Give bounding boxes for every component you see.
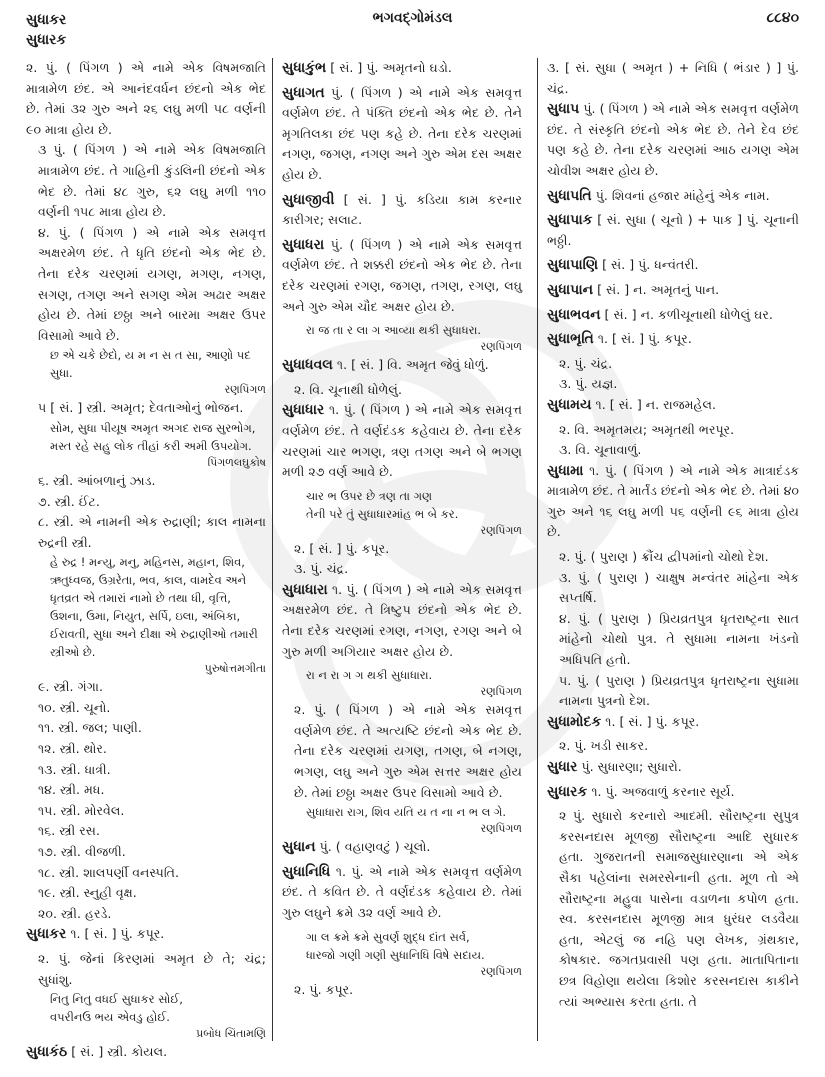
citation-source: પિંગળલઘુકોષ: [207, 455, 266, 469]
entry-headword: સુધાપાક: [547, 212, 593, 229]
page-header: [0, 6, 825, 56]
entry-definition: [ સં. ] પું. અમૃતનો ઘડો.: [330, 60, 452, 75]
entry-definition: પું. શિવનાં હજાર માંહેનું એક નામ.: [595, 187, 770, 203]
verse-quote-line: તેની પરે તું સુધાધારમાંહ ભ બે કર.: [306, 506, 459, 521]
verse-quote-line: મસ્ત રહે સહુ લોક તીહાં કરી અમી ઉપયોગ.: [50, 438, 252, 453]
dictionary-entry: [282, 580, 522, 662]
entry-headword: સુધામય: [547, 396, 592, 413]
entry-definition: ૧. [ સં. ] પું. કપૂર.: [597, 331, 692, 347]
entry-definition: ૧. પું. એ નામે એક સમવૃત્ત વર્ણમેળ છંદ. તે કવિત છે. તે વર્ણદંડક કહેવાય છે. તેમાં ગુરુ લઘુને ક્રમે ૩૨ વર્ણ આવે છે.: [282, 863, 522, 920]
dictionary-entry: [547, 782, 799, 803]
sense-definition: ૨૦. સ્ત્રી. હરડે.: [38, 905, 112, 921]
dictionary-entry: [547, 329, 799, 350]
dictionary-entry: [282, 400, 522, 482]
sense-definition: ૩. પું. યજ્ઞ.: [559, 376, 618, 392]
entry-headword: સુધાપતિ: [547, 187, 592, 204]
citation-source: પુરુષોત્તમગીતા: [204, 662, 266, 676]
verse-quote-line: છ એ ચકે છેદો, ય મ ન સ ત સા, આણો પદ સુધા.: [50, 348, 251, 381]
entry-headword: સુધાધવલ: [282, 357, 333, 374]
sense-definition: ૨. પું. ( પિંગળ ) એ નામે એક સમવૃત્ત વર્ણમેળ છંદ. તે અત્યષ્ટિ છંદનો એક ભેદ છે. તેના દરેક ચરણમાં યગણ, તગણ, બે નગણ, ભગણ, લઘુ અને ગુરુ એમ સત્તર અક્ષર હોય છે. તેમાં છઠ્ઠા અક્ષર ઉપર વિસામો આવે છે.: [294, 702, 522, 800]
sense-definition: ૨. [ સં. ] પું. કપૂર.: [294, 540, 390, 556]
entry-definition: ૧. [ સં. ] વિ. અમૃત જેવું ધોળું.: [336, 357, 489, 373]
dictionary-entry: [547, 395, 799, 416]
sense-definition: ૧૩. સ્ત્રી. ધાત્રી.: [38, 761, 111, 777]
sense-definition: ૨. પું. જેનાં કિરણમાં અમૃત છે તે; ચંદ્ર; સુધાંશુ.: [38, 951, 266, 987]
entry-headword: સુધામોદક: [547, 713, 602, 730]
column-1: [26, 58, 266, 1061]
entry-headword: સુધાપ: [547, 101, 580, 118]
sense-definition: ૧૧. સ્ત્રી. જલ; પાણી.: [38, 720, 142, 736]
verse-quote-line: ચાર ભ ઉપર છે ત્રણ તા ગણ: [306, 488, 433, 503]
guide-word-last: સુધારક: [26, 32, 67, 48]
citation-source: રણપિંગળ: [224, 383, 266, 397]
sense-definition: ૯. સ્ત્રી. ગંગા.: [38, 679, 103, 695]
entry-headword: સુધાનિધિ: [282, 863, 331, 880]
entry-headword: સુધાધરા: [282, 236, 325, 253]
entry-definition: [ સં. ] ન. અમૃતનું પાન.: [597, 281, 720, 297]
entry-definition: ૧. [ સં. ] પું. કપૂર.: [70, 926, 165, 942]
dictionary-entry: [26, 924, 266, 945]
citation-source: રણપિંગળ: [480, 685, 522, 699]
dictionary-entry: [547, 712, 799, 733]
entry-headword: સુધાપાણિ: [547, 257, 599, 274]
sense-definition: ૧૨. સ્ત્રી. થોર.: [38, 741, 107, 757]
citation-source: પ્રબોધ ચિંતામણિ: [196, 1027, 266, 1041]
verse-quote-line: રા જ તા ર લા ગ આવ્યા થકી સુધાધરા.: [306, 323, 482, 338]
citation-source: રણપિંગળ: [480, 340, 522, 354]
entry-definition: [ સં. સુધા ( ચૂનો ) + પાક ] પું. ચૂનાની ભઠ્ઠી.: [547, 212, 799, 248]
entry-headword: સુધાકર: [26, 926, 67, 943]
entry-headword: સુધાકંઠ: [26, 1044, 68, 1061]
column-2: [282, 58, 522, 1037]
entry-headword: સુધાજીવી: [282, 191, 335, 208]
sense-definition: ૨. પું. ખડી સાકર.: [559, 738, 649, 754]
verse-quote-line: વપરીનઉ ભય એવડુ હોઈ.: [50, 1010, 170, 1025]
citation-source: રણપિંગળ: [480, 523, 522, 537]
sense-definition: ૫. પું. ( પુરાણ ) પ્રિયવ્રતપુત્ર ધૃતરાષ્ટ્રના સુધામા નામના પુત્રનો દેશ.: [559, 672, 799, 709]
verse-quote-line: ગા લ ક્રમે ક્રમે સુવર્ણ શુદ્ધ દાંત સર્વ,: [306, 929, 470, 944]
sense-definition: ૨. વિ. અમૃતમય; અમૃતથી ભરપૂર.: [559, 421, 735, 437]
sense-definition: ૧૬. સ્ત્રી રસ.: [38, 823, 100, 839]
dictionary-entry: [547, 255, 799, 276]
entry-definition: ૧. પું. ( પિંગળ ) એ નામે એક સમવૃત્ત અક્ષરમેળ છંદ. તે ત્રિષ્ટુપ છંદનો એક ભેદ છે. તેના દરેક ચરણમાં રગણ, નગણ, રગણ અને બે ગુરુ મળી અગિયાર અક્ષર હોય છે.: [282, 581, 522, 659]
entry-definition: ૧. પું. ( પિંગળ ) એ નામે એક માત્રાદંડક માત્રામેળ છંદ. તે માર્તંડ છંદનો એક ભેદ છે. તેમાં ૪૦ ગુરુ અને ૧૬ લઘુ મળી ૫૬ વર્ણની ૯૬ માત્રા હોય છે.: [547, 462, 799, 540]
dictionary-entry: [282, 83, 522, 186]
entry-definition: [ સં. ] ન. કળીચૂનાથી ધોળેલું ઘર.: [604, 306, 773, 322]
sense-definition: ૧૭. સ્ત્રી. વીજળી.: [38, 844, 126, 860]
entry-definition: પું. ( પિંગળ ) એ નામે એક સમવૃત્ત વર્ણમેળ છંદ. તે સંસ્કૃતિ છંદનો એક ભેદ છે. તેને દેવ છંદ પણ કહે છે. તેના દરેક ચરણમાં આઠ યગણ એમ ચોવીશ અક્ષર હોય છે.: [547, 101, 799, 178]
dictionary-entry: [282, 58, 522, 79]
sense-definition: ૩. વિ. ચૂનાવાળું.: [559, 442, 642, 458]
dictionary-entry: [547, 757, 799, 778]
citation-source: રણપિંગળ: [480, 822, 522, 836]
entry-definition: ૧. પું. અજવાળું કરનાર સૂર્ય.: [591, 783, 735, 799]
sense-definition: ૧૫. સ્ત્રી. મોરવેલ.: [38, 802, 125, 818]
verse-quote-line: નિતુ નિતુ વધઈ સુધાકર સોઈ,: [50, 992, 183, 1007]
entry-definition: પું. ( પિંગળ ) એ નામે એક સમવૃત્ત વર્ણમેળ છંદ. તે પંક્તિ છંદનો એક ભેદ છે. તેને મૃગતિલકા છંદ પણ કહે છે. તેના દરેક ચરણમાં નગણ, જગણ, નગણ અને ગુરુ એમ દસ અક્ષર હોય છે.: [282, 84, 522, 182]
column-divider: [272, 58, 273, 1041]
sense-definition: ૧૮. સ્ત્રી. શાલપર્ણી વનસ્પતિ.: [38, 864, 180, 880]
entry-headword: સુધામા: [547, 462, 584, 479]
dictionary-entry: [547, 186, 799, 207]
entry-definition: [ સં. ] પું. કડિયા કામ કરનાર કારીગર; સલાટ.: [282, 191, 522, 228]
entry-definition: પું. ( વહાણવટું ) ચૂલો.: [319, 839, 431, 855]
sense-definition: ૫ [ સં. ] સ્ત્રી. અમૃત; દેવતાઓનું ભોજન.: [38, 400, 244, 416]
sense-definition: ૨. પું. ( પિંગળ ) એ નામે એક વિષમજાતિ માત્રામેળ છંદ. એ આનંદવર્ધન છંદનો એક ભેદ છે. તેમાં ૩૨ ગુરુ અને ૨૬ લઘુ મળી ૫૮ વર્ણની ૯૦ માત્રા હોય છે.: [26, 60, 266, 137]
dictionary-entry: [547, 99, 799, 181]
entry-headword: સુધાગત: [282, 84, 325, 101]
sense-definition: ૧૪. સ્ત્રી. મધ.: [38, 782, 105, 798]
sense-definition: ૩. પું. ચંદ્ર.: [294, 561, 349, 577]
sense-definition: ૨. વિ. ચૂનાથી ધોળેલું.: [294, 381, 402, 397]
sense-definition: ૭. સ્ત્રી. ઈંટ.: [38, 493, 100, 509]
sense-definition: ૨. પું. ( પુરાણ ) ક્રૌંચ દ્વીપમાંનો ચોથો દેશ.: [559, 549, 769, 565]
entry-headword: સુધાભવન: [547, 306, 601, 323]
verse-quote-line: ધારજો ગણી ગણી સુધાનિધિ વિષે સદાય.: [306, 947, 485, 962]
entry-definition: ૧. પું. ( પિંગળ ) એ નામે એક સમવૃત્ત વર્ણમેળ છંદ. તે વર્ણદંડક કહેવાય છે. તેના દરેક ચરણમાં ચાર ભગણ, ત્રણ તગણ અને બે ભગણ મળી ૨૭ વર્ણ આવે છે.: [282, 402, 522, 480]
page-number: ૮૮૪૦: [766, 10, 799, 26]
guide-word-first: સુધાકર: [26, 12, 67, 28]
sense-definition: ૩ પું. ( પિંગળ ) એ નામે એક વિષમજાતિ માત્રામેળ છંદ. તે ગાહિની કુંડલિની છંદનો એક ભેદ છે. તેમાં ૪૮ ગુરુ, ૬૨ લઘુ મળી ૧૧૦ વર્ણની ૧૫૮ માત્રા હોય છે.: [38, 142, 266, 220]
sense-definition: ૧૯. સ્ત્રી. સ્નુહી વૃક્ષ.: [38, 885, 137, 901]
sense-definition: ૧૦. સ્ત્રી. ચૂનો.: [38, 699, 111, 715]
entry-headword: સુધાધાર: [282, 402, 325, 419]
entry-headword: સુધારક: [547, 783, 588, 800]
dictionary-entry: [282, 235, 522, 317]
entry-headword: સુધાન: [282, 839, 316, 856]
sense-definition: ૨. પું. ચંદ્ર.: [559, 355, 613, 371]
entry-definition: ૧. [ સં. ] પું. કપૂર.: [605, 713, 700, 729]
citation-source: રણપિંગળ: [480, 964, 522, 978]
verse-quote-line: સુધાધારા રાગ, શિવ યતિ ય ત ના ન ભ લ ગે.: [306, 805, 507, 820]
book-title: ભગવદ્ગોમંડલ: [372, 10, 453, 26]
verse-quote-line: રા ન રા ગ ગ થકી સુધાધારા.: [306, 668, 433, 683]
entry-definition: ૧. [ સં. ] ન. રાજમહેલ.: [595, 396, 717, 412]
entry-headword: સુધાર: [547, 759, 578, 775]
sense-definition: ૨ પું. સુધારો કરનારો આદમી. સૌરાષ્ટ્રના સુપુત્ર કરસનદાસ મૂળજી સૌરાષ્ટ્રના આદિ સુધારક હતા. ગુજરાતની સમાજસુધારણાના એ એક સૈકા પહેલાંના સમરસેનાની હતા. મૂળ તો એ સૌરાષ્ટ્રના મહુવા પાસેના વડાળના કપોળ હતા. સ્વ. કરસનદાસ મૂળજી માત્ર ધુરંધર લડવૈયા હતા, એટલું જ નહિ પણ લેખક, ગ્રંથકાર, કોષકાર. જગતપ્રવાસી પણ હતા. માતાપિતાના છત્ર વિહોણા થયેલા કિશોર કરસનદાસ કાકીને ત્યાં અભ્યાસ કરતા હતા. તે: [559, 808, 799, 1009]
sense-definition: ૪. પું. ( પિંગળ ) એ નામે એક સમવૃત્ત અક્ષરમેળ છંદ. તે ધૃતિ છંદનો એક ભેદ છે. તેના દરેક ચરણમાં યગણ, મગણ, નગણ, સગણ, તગણ અને સગણ એમ અઢાર અક્ષર હોય છે. તેમાં છઠ્ઠા અને બારમા અક્ષર ઉપર વિસામો આવે છે.: [38, 224, 266, 343]
dictionary-entry: [547, 280, 799, 301]
dictionary-entry: [547, 461, 799, 543]
sense-definition: ૩. [ સં. સુધા ( અમૃત ) + નિધિ ( ભંડાર ) ] પું. ચંદ્ર.: [547, 60, 799, 96]
entry-definition: [ સં. ] સ્ત્રી. કોયલ.: [71, 1044, 168, 1060]
dictionary-entry: [547, 210, 799, 251]
sense-definition: ૬. સ્ત્રી. આંબળાનું ઝાડ.: [38, 472, 156, 488]
dictionary-entry: [282, 355, 522, 376]
sense-definition: ૩. પું. ( પુરાણ ) ચાક્ષુષ મન્વંતર માંહેના એક સપ્તર્ષિ.: [559, 569, 799, 606]
sense-definition: ૨. પું. કપૂર.: [294, 981, 354, 997]
entry-definition: પું. સુધારણા; સુધારો.: [581, 759, 682, 774]
sense-definition: ૪. પું. ( પુરાણ ) પ્રિયવ્રતપુત્ર ધૃતરાષ્ટ્રના સાત માંહેનો ચોથો પુત્ર. તે સુધામા નામના ખંડનો અધિપતિ હતો.: [559, 610, 799, 668]
dictionary-entry: [26, 1042, 266, 1063]
entry-headword: સુધાભૃતિ: [547, 331, 594, 348]
entry-headword: સુધાપાન: [547, 281, 594, 298]
entry-headword: સુધાધારા: [282, 581, 328, 598]
entry-headword: સુધાકુંભ: [282, 60, 327, 76]
entry-definition: [ સં. ] પું. ધન્વંતરી.: [602, 257, 699, 273]
column-divider: [537, 58, 538, 1041]
verse-quote-line: સોમ, સુધા પીયૂષ અમૃત અગદ રાજ સુરભોગ,: [50, 420, 256, 435]
dictionary-entry: [282, 190, 522, 231]
dictionary-entry: [547, 305, 799, 326]
dictionary-entry: [282, 837, 522, 858]
verse-quote-line: હે રુદ્ર ! મન્યુ, મનુ, મહિનસ, મહાન, શિવ, ઋતુધ્વજ, ઉગ્રરેતા, ભવ, કાલ, વામદેવ અને ધૃતવ્રત એ તમારાં નામો છે તથા ધી, વૃત્તિ, ઉશના, ઉમા, નિયુત, સર્પિ, ઇલા, અંબિકા, ઈરાવતી, સુધા અને દીક્ષા એ રુદ્રાણીઓ તમારી સ્ત્રીઓ છે.: [50, 555, 258, 660]
dictionary-entry: [282, 862, 522, 924]
column-3: [547, 58, 799, 1037]
entry-definition: પું. ( પિંગળ ) એ નામે એક સમવૃત્ત વર્ણમેળ છંદ. તે શક્કરી છંદનો એક ભેદ છે. તેના દરેક ચરણમાં રગણ, જગણ, તગણ, રગણ, લઘુ અને ગુરુ એમ ચૌદ અક્ષર હોય છે.: [282, 236, 522, 314]
sense-definition: ૮. સ્ત્રી. એ નામની એક રુદ્રાણી; કાલ નામના રુદ્રની સ્ત્રી.: [38, 514, 266, 550]
